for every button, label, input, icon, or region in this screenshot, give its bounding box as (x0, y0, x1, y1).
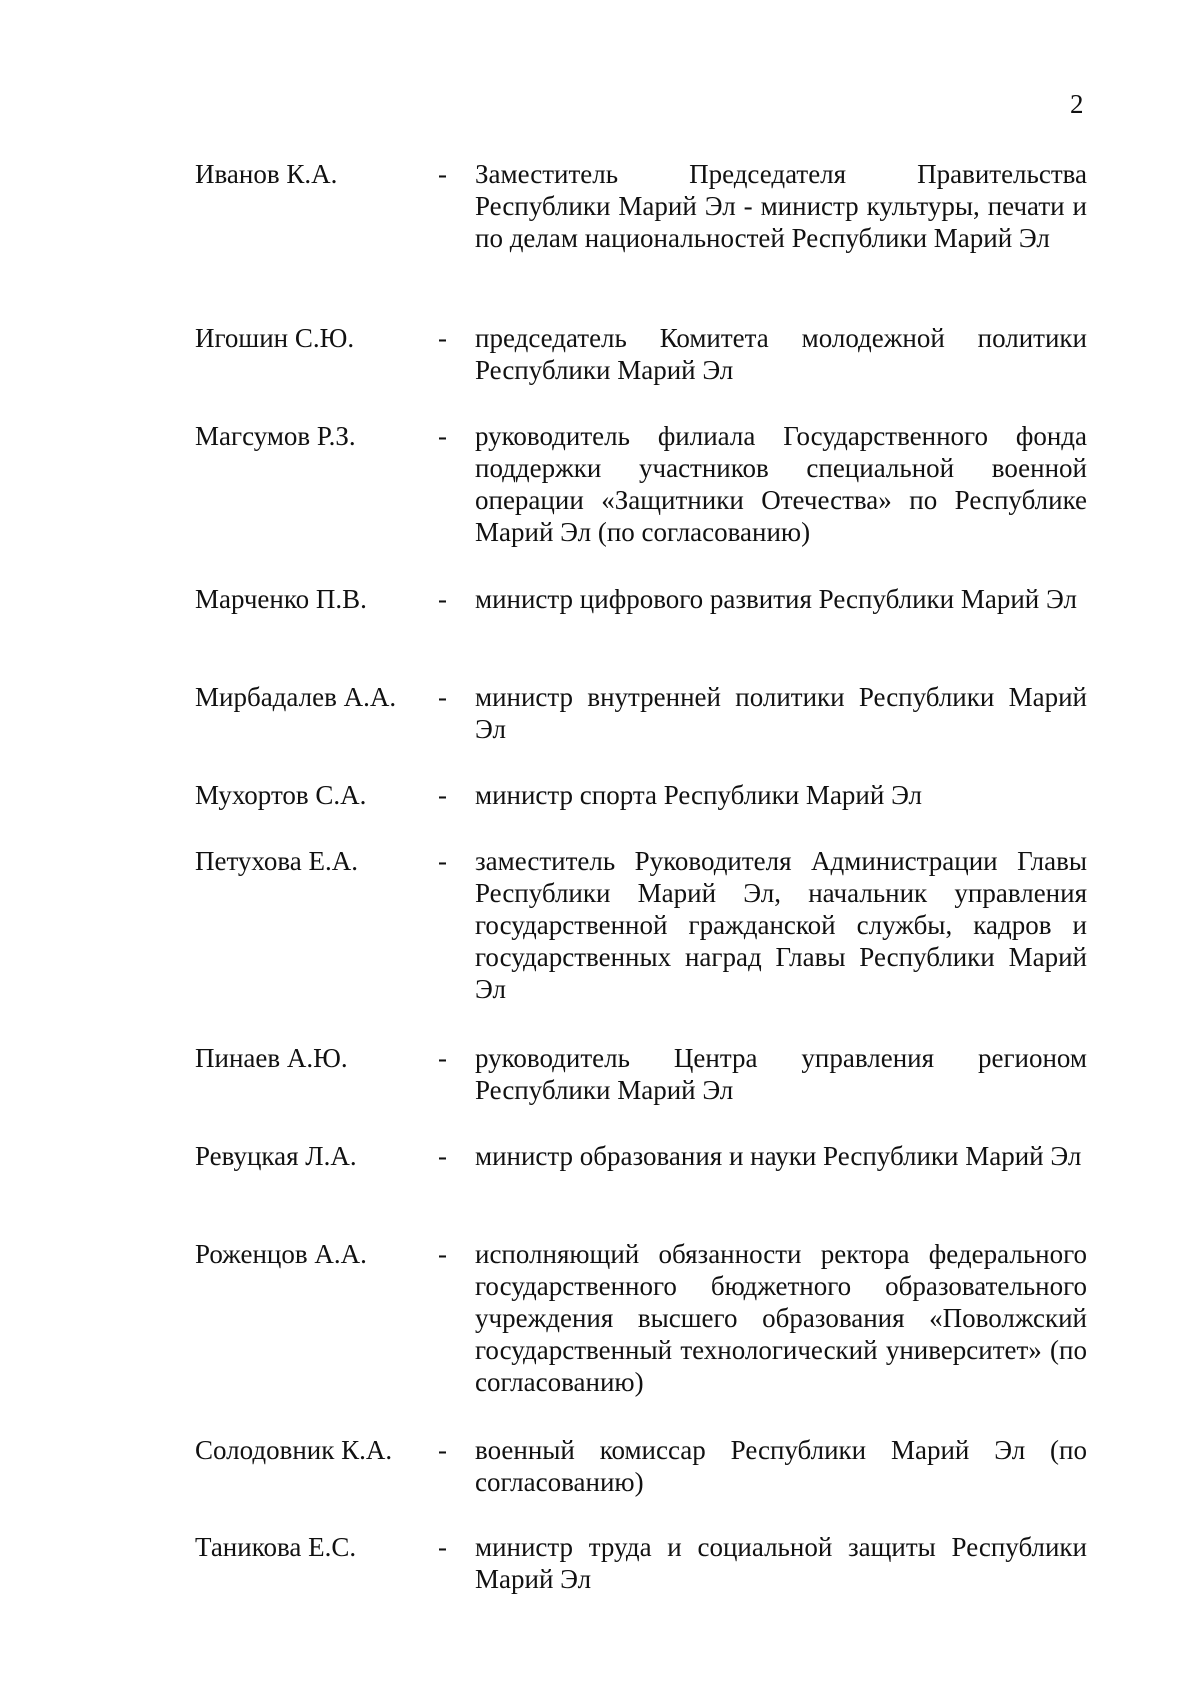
member-role: руководитель Центра управления регионом Республики Марий Эл (475, 1043, 1087, 1105)
page-number: 2 (1070, 89, 1084, 119)
separator-dash: - (438, 584, 447, 614)
separator-dash: - (438, 421, 447, 451)
separator-dash: - (438, 780, 447, 810)
member-role: министр образования и науки Республики Марий Эл (475, 1141, 1082, 1171)
member-role: заместитель Руководителя Администрации Главы Республики Марий Эл, начальник управления государственной гражданской службы, кадров и государственных наград Главы Республики Марий Эл (475, 846, 1087, 1004)
member-name: Роженцов А.А. (195, 1239, 367, 1269)
separator-dash: - (438, 1141, 447, 1171)
member-name: Мирбадалев А.А. (195, 682, 397, 712)
member-name: Солодовник К.А. (195, 1435, 393, 1465)
member-name: Магсумов Р.З. (195, 421, 356, 451)
separator-dash: - (438, 323, 447, 353)
member-role: исполняющий обязанности ректора федерального государственного бюджетного образовательного учреждения высшего образования «Поволжский государственный технологический университет» (по согласованию) (475, 1239, 1087, 1397)
member-name: Игошин С.Ю. (195, 323, 355, 353)
separator-dash: - (438, 682, 447, 712)
member-role: министр цифрового развития Республики Марий Эл (475, 584, 1077, 614)
separator-dash: - (438, 1239, 447, 1269)
separator-dash: - (438, 1532, 447, 1562)
member-name: Петухова Е.А. (195, 846, 359, 876)
member-name: Марченко П.В. (195, 584, 367, 614)
member-role: военный комиссар Республики Марий Эл (по согласованию) (475, 1435, 1087, 1497)
separator-dash: - (438, 846, 447, 876)
member-name: Таникова Е.С. (195, 1532, 357, 1562)
member-role: министр спорта Республики Марий Эл (475, 780, 923, 810)
separator-dash: - (438, 1043, 447, 1073)
member-name: Ревуцкая Л.А. (195, 1141, 357, 1171)
member-role: Заместитель Председателя Правительства Республики Марий Эл - министр культуры, печати и по делам национальностей Республики Марий Эл (475, 159, 1087, 253)
member-role: министр труда и социальной защиты Республики Марий Эл (475, 1532, 1087, 1594)
member-role: министр внутренней политики Республики Марий Эл (475, 682, 1087, 744)
member-name: Иванов К.А. (195, 159, 338, 189)
separator-dash: - (438, 159, 447, 189)
member-role: руководитель филиала Государственного фонда поддержки участников специальной военной операции «Защитники Отечества» по Республике Марий Эл (по согласованию) (475, 421, 1087, 547)
member-role: председатель Комитета молодежной политики Республики Марий Эл (475, 323, 1087, 385)
member-name: Мухортов С.А. (195, 780, 367, 810)
member-name: Пинаев А.Ю. (195, 1043, 348, 1073)
separator-dash: - (438, 1435, 447, 1465)
